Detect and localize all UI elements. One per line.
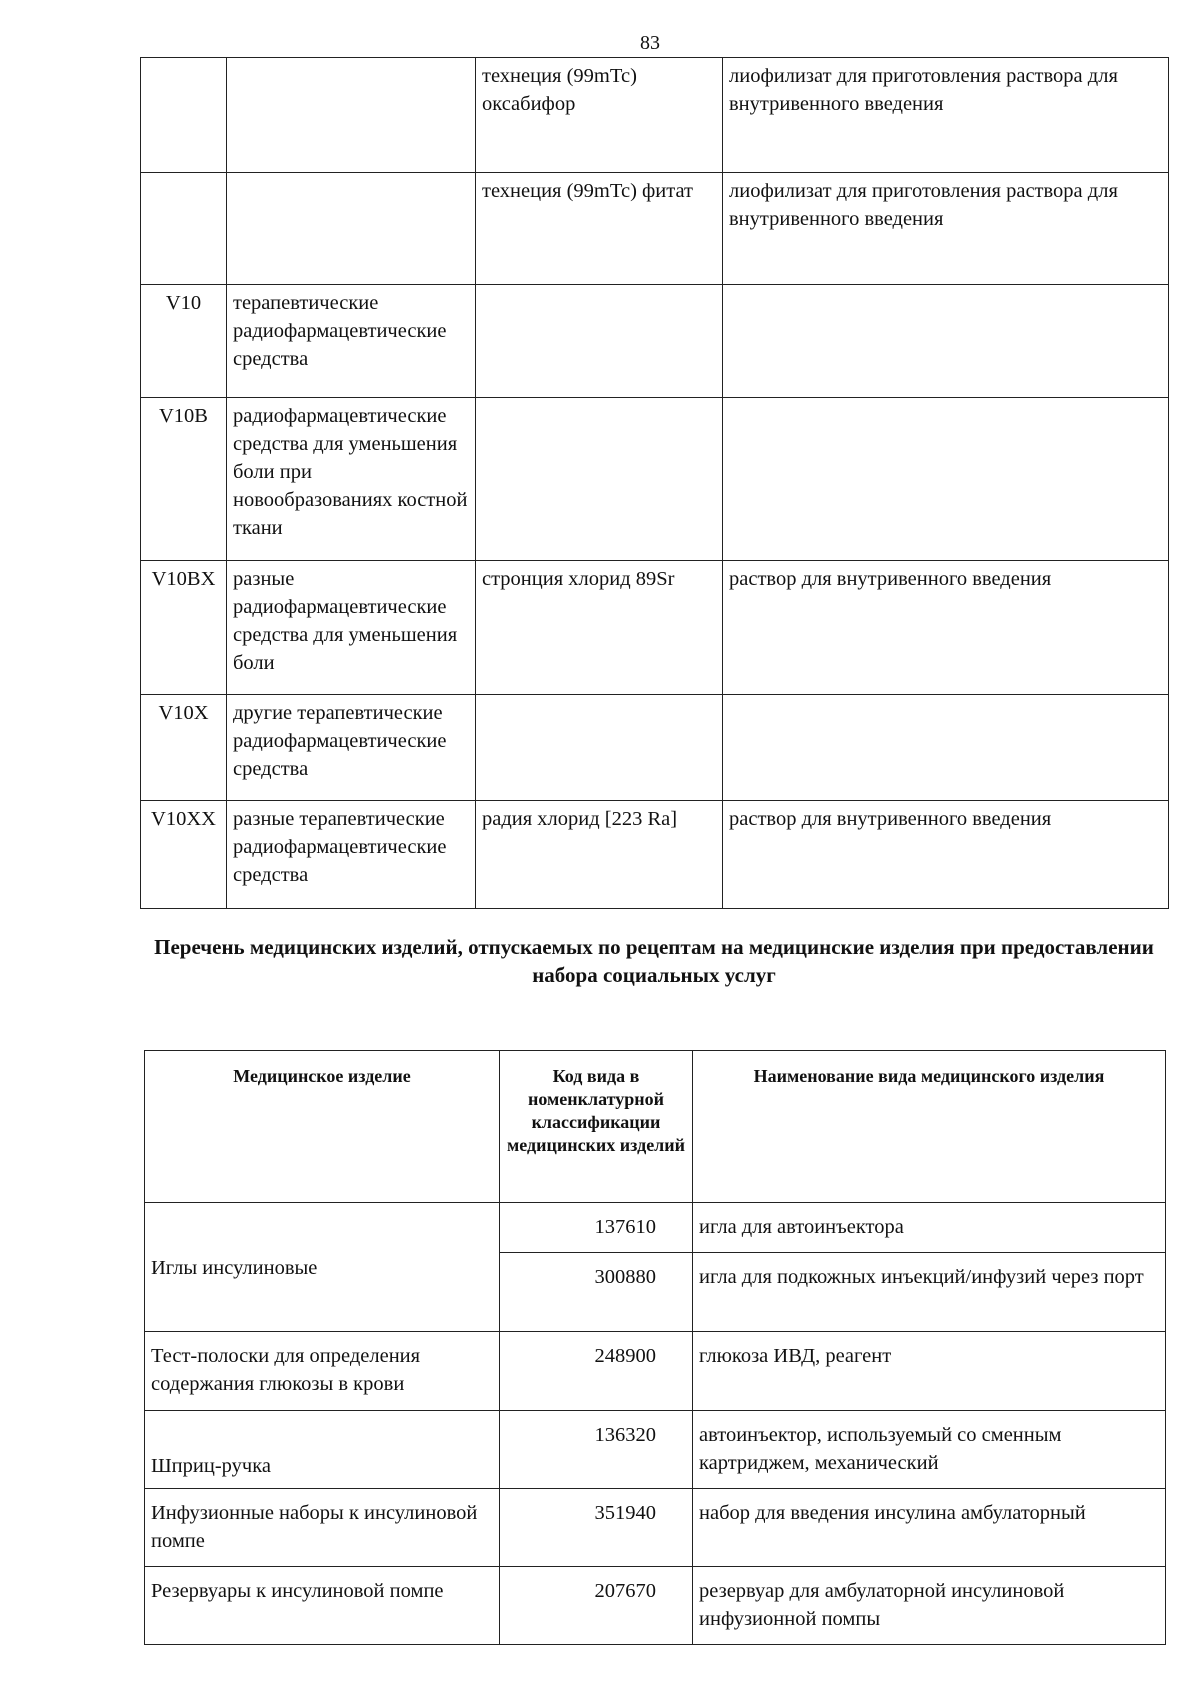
page-number: 83 <box>640 32 660 54</box>
dosage-form <box>723 695 1169 801</box>
table-row <box>145 1203 1166 1253</box>
device-code: 136320 <box>500 1411 693 1489</box>
atc-code: V10B <box>141 398 227 561</box>
table-row <box>141 58 1169 173</box>
device-code: 300880 <box>500 1253 693 1332</box>
table-row <box>141 561 1169 695</box>
device-name: Шприц-ручка <box>145 1411 500 1489</box>
atc-code: V10BX <box>141 561 227 695</box>
table-header-row <box>145 1051 1166 1203</box>
device-name: Иглы инсулиновые <box>145 1203 500 1332</box>
device-code: 137610 <box>500 1203 693 1253</box>
atc-group: другие терапевтические радиофармацевтические средства <box>227 695 476 801</box>
atc-group: радиофармацевтические средства для уменьшения боли при новообразованиях костной ткани <box>227 398 476 561</box>
table-row <box>145 1567 1166 1645</box>
header-name: Наименование вида медицинского изделия <box>693 1051 1166 1203</box>
dosage-form <box>723 285 1169 398</box>
dosage-form: раствор для внутривенного введения <box>723 801 1169 909</box>
atc-group: разные терапевтические радиофармацевтические средства <box>227 801 476 909</box>
atc-code <box>141 173 227 285</box>
table-row <box>145 1332 1166 1411</box>
device-kind: автоинъектор, используемый со сменным картриджем, механический <box>693 1411 1166 1489</box>
table-row <box>145 1489 1166 1567</box>
table-row <box>141 285 1169 398</box>
device-code: 248900 <box>500 1332 693 1411</box>
drug-name: стронция хлорид 89Sr <box>476 561 723 695</box>
device-name: Инфузионные наборы к инсулиновой помпе <box>145 1489 500 1567</box>
atc-group <box>227 173 476 285</box>
dosage-form <box>723 398 1169 561</box>
drug-name: радия хлорид [223 Ra] <box>476 801 723 909</box>
drug-name: технеция (99mTc) фитат <box>476 173 723 285</box>
device-kind: игла для подкожных инъекций/инфузий через порт <box>693 1253 1166 1332</box>
table-row <box>141 173 1169 285</box>
atc-group: терапевтические радиофармацевтические средства <box>227 285 476 398</box>
device-name: Резервуары к инсулиновой помпе <box>145 1567 500 1645</box>
dosage-form: лиофилизат для приготовления раствора для внутривенного введения <box>723 58 1169 173</box>
table-row <box>141 801 1169 909</box>
drug-name: технеция (99mTc) оксабифор <box>476 58 723 173</box>
device-kind: глюкоза ИВД, реагент <box>693 1332 1166 1411</box>
table-row <box>141 695 1169 801</box>
table-row <box>141 398 1169 561</box>
drug-name <box>476 398 723 561</box>
device-kind: резервуар для амбулаторной инсулиновой инфузионной помпы <box>693 1567 1166 1645</box>
devices-list-title: Перечень медицинских изделий, отпускаемых по рецептам на медицинские изделия при предоставлении набора социальных услуг <box>154 935 1154 987</box>
device-kind: набор для введения инсулина амбулаторный <box>693 1489 1166 1567</box>
header-device: Медицинское изделие <box>145 1051 500 1203</box>
device-name: Тест-полоски для определения содержания глюкозы в крови <box>145 1332 500 1411</box>
device-code: 207670 <box>500 1567 693 1645</box>
dosage-form: лиофилизат для приготовления раствора для внутривенного введения <box>723 173 1169 285</box>
device-kind: игла для автоинъектора <box>693 1203 1166 1253</box>
atc-group: разные радиофармацевтические средства для уменьшения боли <box>227 561 476 695</box>
drug-table <box>140 57 1169 909</box>
drug-name <box>476 695 723 801</box>
header-code: Код вида в номенклатурной классификации медицинских изделий <box>500 1051 693 1203</box>
dosage-form: раствор для внутривенного введения <box>723 561 1169 695</box>
device-table <box>144 1050 1166 1645</box>
drug-name <box>476 285 723 398</box>
atc-code: V10X <box>141 695 227 801</box>
atc-code: V10 <box>141 285 227 398</box>
device-code: 351940 <box>500 1489 693 1567</box>
atc-code <box>141 58 227 173</box>
atc-group <box>227 58 476 173</box>
atc-code: V10XX <box>141 801 227 909</box>
table-row <box>145 1411 1166 1489</box>
